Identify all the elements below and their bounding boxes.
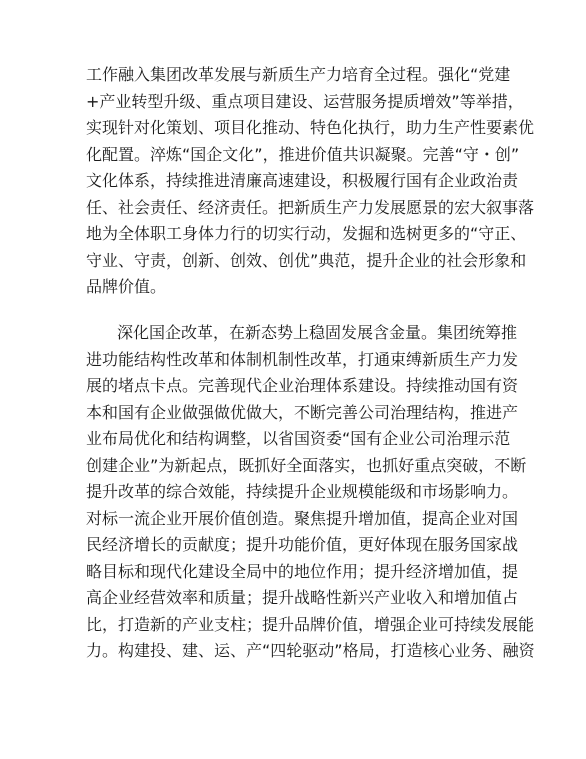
paragraph-2 [86, 320, 535, 665]
text-line: 对标一流企业开展价值创造。聚焦提升增加值，提高企业对国 [86, 508, 519, 528]
text-line: 展的堵点卡点。完善现代企业治理体系建设。持续推动国有资 [86, 376, 519, 395]
text-line: 深化国企改革，在新态势上稳固发展含金量。集团统筹推 [117, 323, 518, 342]
text-line: 工作融入集团改革发展与新质生产力培育全过程。强化“党建 [86, 65, 511, 84]
text-line: 业布局优化和结构调整，以省国资委“国有企业公司治理示范 [86, 429, 511, 448]
text-line: 比，打造新的产业支柱；提升品牌价值，增强企业可持续发展能 [86, 614, 535, 634]
text-line: 地为全体职工身体力行的切实行动，发掘和选树更多的“守正、 [86, 224, 527, 243]
text-line: 高企业经营效率和质量；提升战略性新兴产业收入和增加值占 [86, 588, 519, 607]
text-line: 品牌价值。 [86, 277, 167, 296]
text-line: +产业转型升级、重点项目建设、运营服务提质增效”等举措， [86, 91, 524, 111]
text-line: 力。构建投、建、运、产“四轮驱动”格局，打造核心业务、融资 [86, 641, 535, 660]
text-line: 略目标和现代化建设全局中的地位作用；提升经济增加值，提 [86, 561, 519, 581]
text-line: 实现针对化策划、项目化推动、特色化执行，助力生产性要素优 [86, 118, 535, 137]
text-line: 任、社会责任、经济责任。把新质生产力发展愿景的宏大叙事落 [86, 197, 535, 217]
text-line: 化配置。淬炼“国企文化”，推进价值共识凝聚。完善“守・创” [86, 144, 520, 164]
text-line: 创建企业”为新起点，既抓好全面落实，也抓好重点突破，不断 [86, 455, 527, 475]
text-line: 民经济增长的贡献度；提升功能价值，更好体现在服务国家战 [86, 535, 519, 554]
paragraph-1 [86, 62, 535, 301]
text-line: 本和国有企业做强做优做大，不断完善公司治理结构，推进产 [86, 402, 519, 422]
text-line: 守业、守责，创新、创效、创优”典范，提升企业的社会形象和 [86, 250, 527, 270]
text-line: 文化体系，持续推进清廉高速建设，积极履行国有企业政治责 [86, 171, 519, 190]
text-line: 进功能结构性改革和体制机制性改革，打通束缚新质生产力发 [86, 349, 519, 369]
text-line: 提升改革的综合效能，持续提升企业规模能级和市场影响力。 [86, 482, 519, 501]
